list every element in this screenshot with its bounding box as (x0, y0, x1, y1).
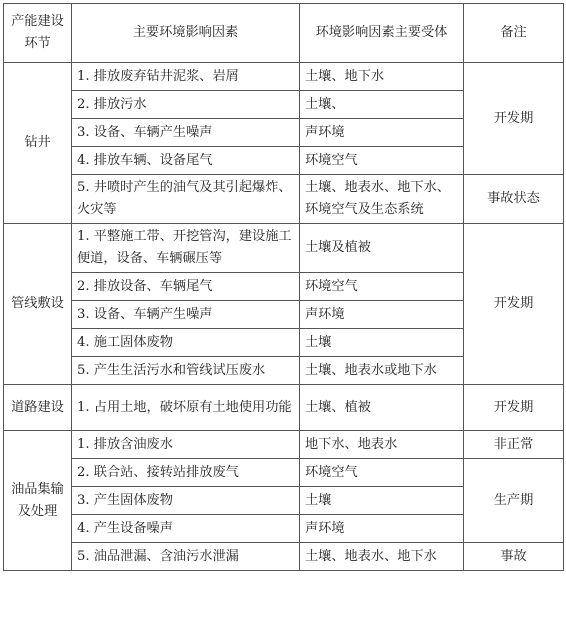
factor-cell: 4. 排放车辆、设备尾气 (72, 147, 300, 175)
receptor-cell: 土壤 (300, 487, 464, 515)
header-factor: 主要环境影响因素 (72, 4, 300, 63)
receptor-cell: 声环境 (300, 119, 464, 147)
receptor-cell: 声环境 (300, 515, 464, 543)
receptor-cell: 土壤、地下水 (300, 63, 464, 91)
receptor-cell: 土壤、地表水、地下水、环境空气及生态系统 (300, 175, 464, 224)
factor-cell: 5. 油品泄漏、含油污水泄漏 (72, 543, 300, 571)
table-row (4, 175, 564, 224)
table-row (4, 63, 564, 91)
factor-cell: 1. 排放含油废水 (72, 431, 300, 459)
remark-cell: 非正常 (464, 431, 564, 459)
receptor-cell: 环境空气 (300, 273, 464, 301)
receptor-cell: 土壤、地表水或地下水 (300, 357, 464, 385)
factor-cell: 3. 设备、车辆产生噪声 (72, 119, 300, 147)
factor-cell: 2. 排放设备、车辆尾气 (72, 273, 300, 301)
table-row (4, 431, 564, 459)
remark-cell: 事故状态 (464, 175, 564, 224)
header-row (4, 4, 564, 63)
receptor-cell: 土壤 (300, 329, 464, 357)
header-remark: 备注 (464, 4, 564, 63)
table-row (4, 543, 564, 571)
stage-cell: 道路建设 (4, 385, 72, 431)
remark-cell: 生产期 (464, 459, 564, 543)
environmental-impact-table (3, 3, 564, 571)
receptor-cell: 土壤及植被 (300, 224, 464, 273)
table-row (4, 385, 564, 431)
table-row (4, 459, 564, 487)
header-stage: 产能建设环节 (4, 4, 72, 63)
factor-cell: 1. 占用土地，破坏原有土地使用功能 (72, 385, 300, 431)
table-row (4, 224, 564, 273)
remark-cell: 开发期 (464, 224, 564, 385)
stage-cell: 油品集输及处理 (4, 431, 72, 571)
receptor-cell: 土壤、 (300, 91, 464, 119)
factor-cell: 3. 产生固体废物 (72, 487, 300, 515)
stage-cell: 钻井 (4, 63, 72, 224)
receptor-cell: 地下水、地表水 (300, 431, 464, 459)
receptor-cell: 声环境 (300, 301, 464, 329)
remark-cell: 开发期 (464, 385, 564, 431)
factor-cell: 2. 排放污水 (72, 91, 300, 119)
factor-cell: 4. 施工固体废物 (72, 329, 300, 357)
factor-cell: 4. 产生设备噪声 (72, 515, 300, 543)
factor-cell: 2. 联合站、接转站排放废气 (72, 459, 300, 487)
remark-cell: 事故 (464, 543, 564, 571)
header-receptor: 环境影响因素主要受体 (300, 4, 464, 63)
receptor-cell: 土壤、植被 (300, 385, 464, 431)
receptor-cell: 环境空气 (300, 147, 464, 175)
factor-cell: 5. 井喷时产生的油气及其引起爆炸、火灾等 (72, 175, 300, 224)
factor-cell: 1. 平整施工带、开挖管沟，建设施工便道，设备、车辆碾压等 (72, 224, 300, 273)
factor-cell: 1. 排放废弃钻井泥浆、岩屑 (72, 63, 300, 91)
stage-cell: 管线敷设 (4, 224, 72, 385)
factor-cell: 3. 设备、车辆产生噪声 (72, 301, 300, 329)
receptor-cell: 土壤、地表水、地下水 (300, 543, 464, 571)
receptor-cell: 环境空气 (300, 459, 464, 487)
factor-cell: 5. 产生生活污水和管线试压废水 (72, 357, 300, 385)
remark-cell: 开发期 (464, 63, 564, 175)
